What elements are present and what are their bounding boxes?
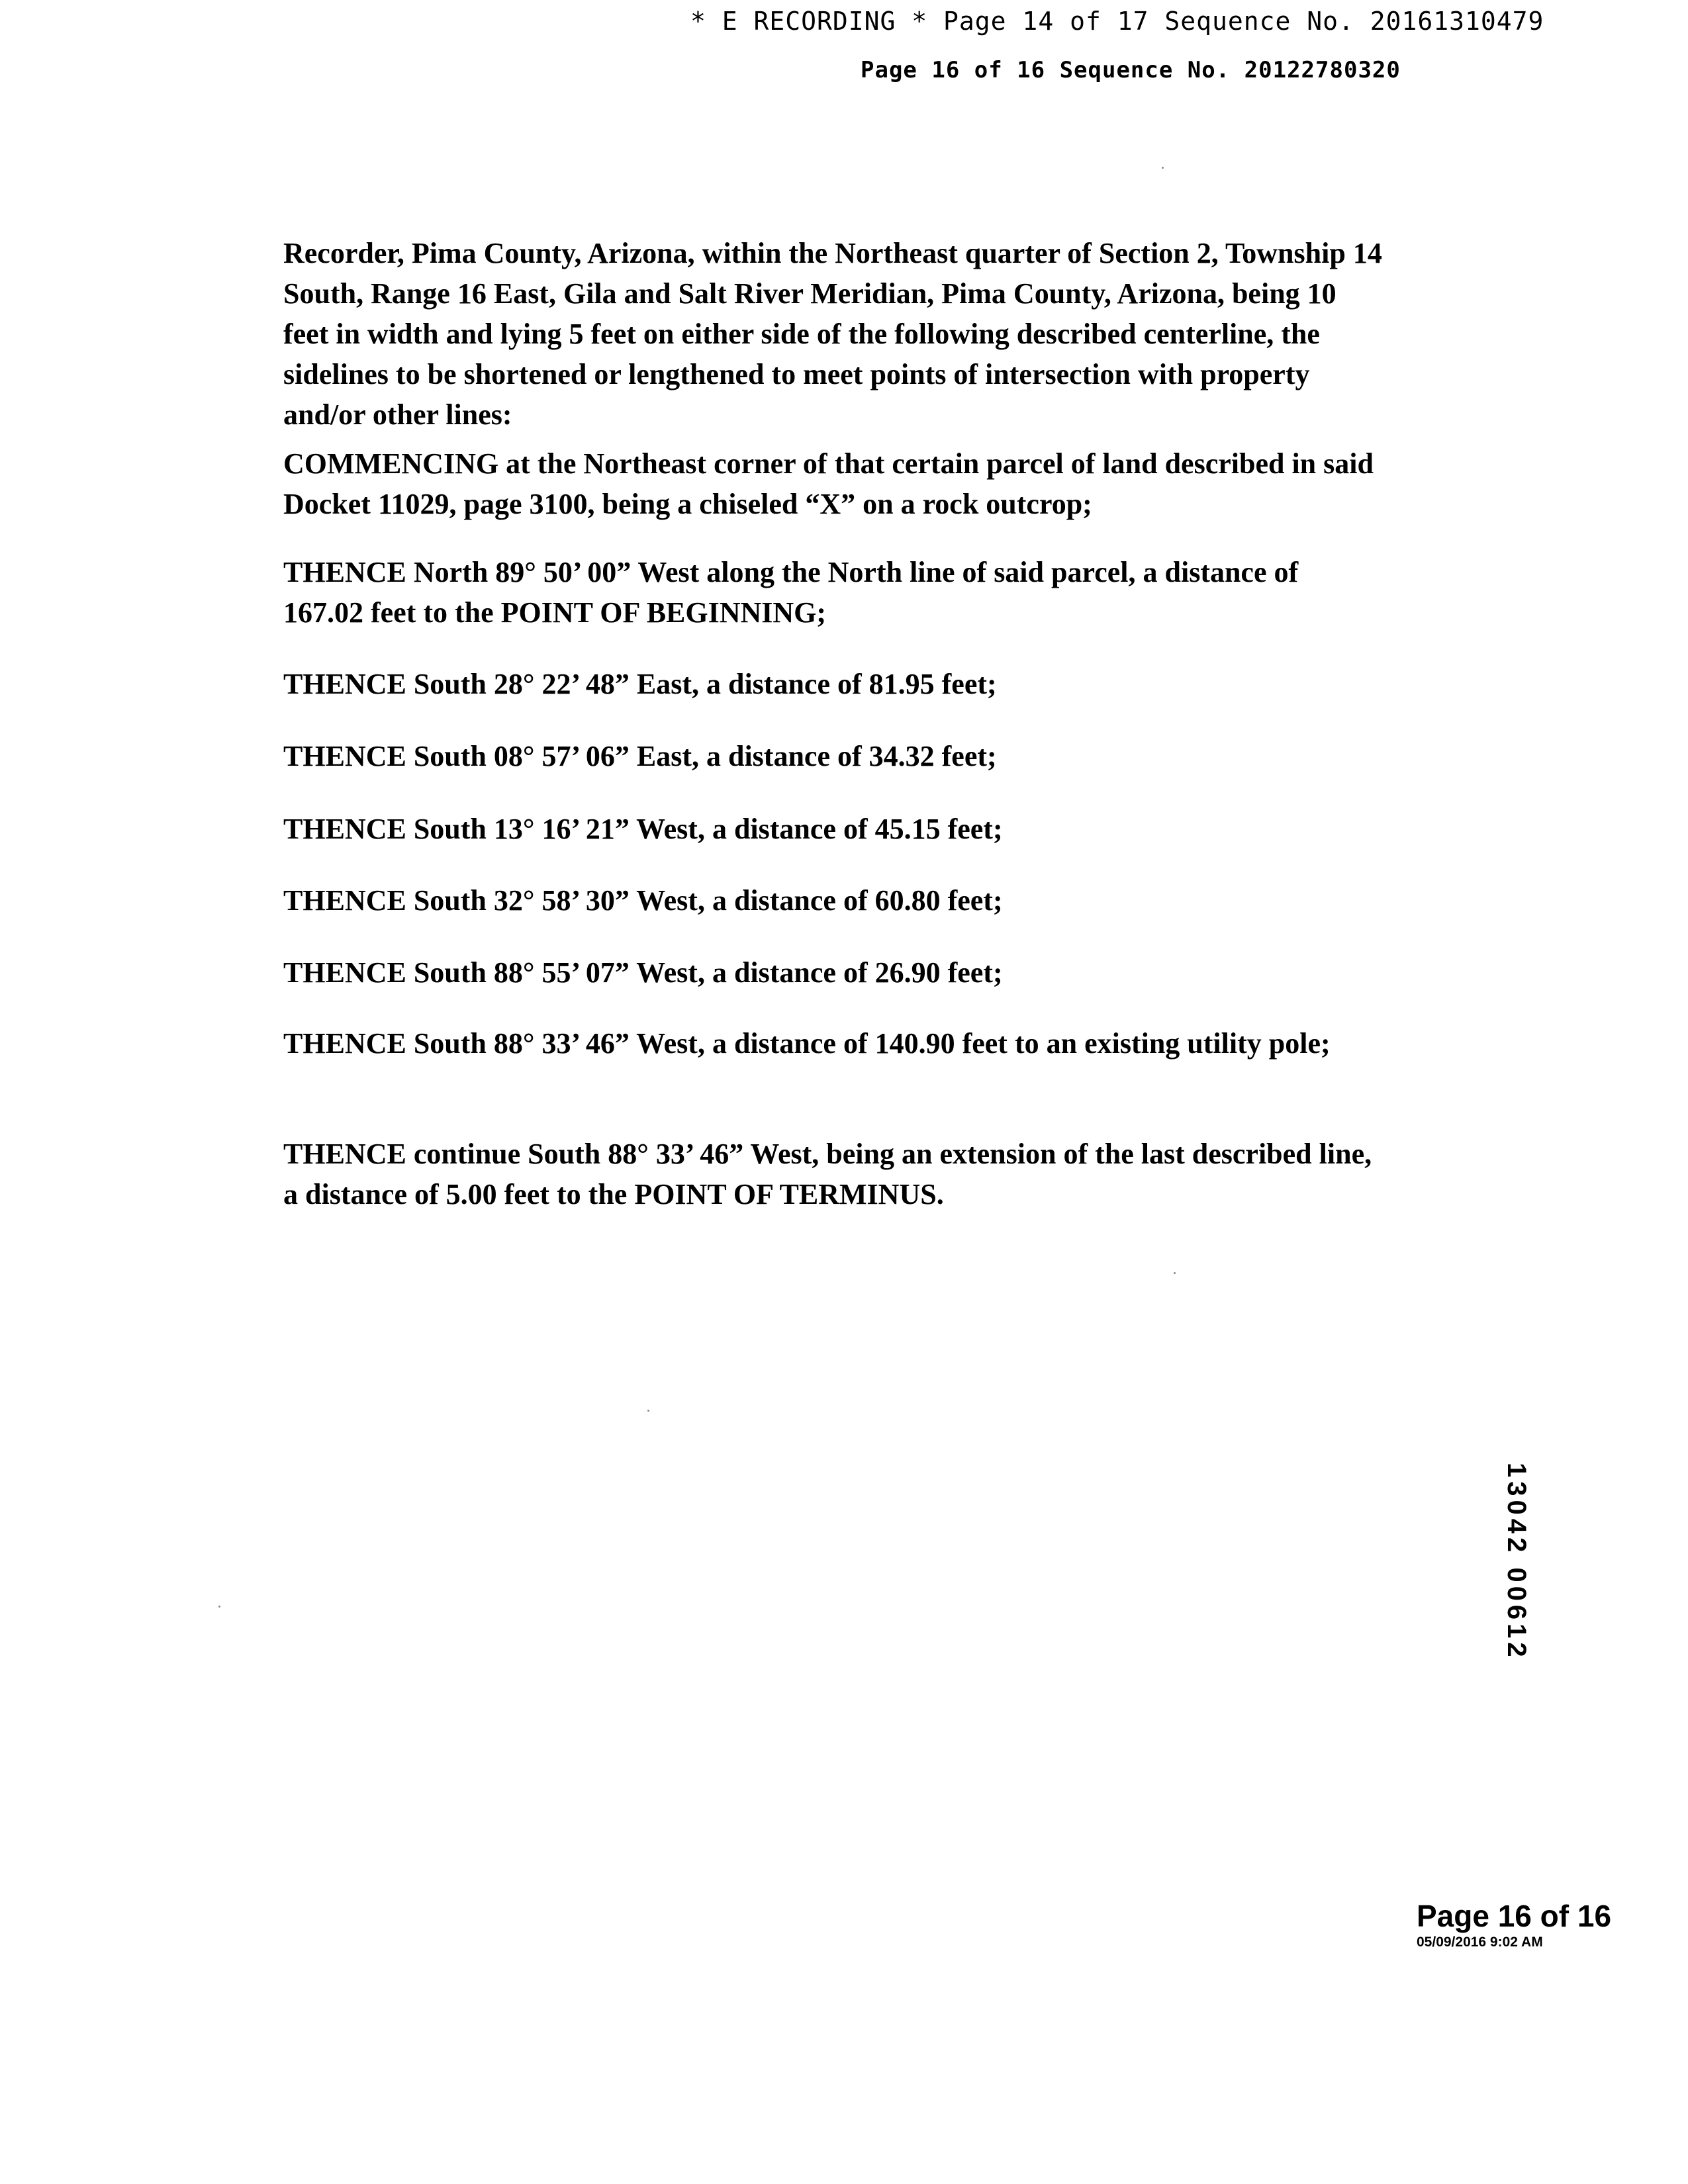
scan-speck — [218, 1606, 220, 1608]
paragraph-course-2: THENCE South 08° 57’ 06” East, a distance of 34.32 feet; — [283, 740, 997, 772]
paragraph-point-of-beginning: THENCE North 89° 50’ 00” West along the North line of said parcel, a distance of 167.02 feet to the POINT OF BEGINNING; — [283, 556, 1299, 629]
footer-timestamp: 05/09/2016 9:02 AM — [1417, 1934, 1543, 1950]
paragraph-point-of-terminus: THENCE continue South 88° 33’ 46” West, being an extension of the last described line, a distance of 5.00 feet to the POINT OF TERMINUS. — [283, 1138, 1372, 1210]
sequence-header: Page 16 of 16 Sequence No. 20122780320 — [861, 57, 1401, 83]
page-footer — [1417, 1898, 1611, 1951]
paragraph-course-6: THENCE South 88° 33’ 46” West, a distance of 140.90 feet to an existing utility pole; — [283, 1027, 1331, 1060]
scan-speck — [647, 1410, 649, 1412]
paragraph-recorder-description: Recorder, Pima County, Arizona, within the Northeast quarter of Section 2, Township 14 South, Range 16 East, Gila and Salt River Meridian, Pima County, Arizona, being 10 feet in width and lying 5 feet on either side of the following described centerline, the sidelines to be shortened or lengthened to meet points of intersection with property and/or other lines: — [283, 237, 1382, 431]
docket-page-stamp — [1501, 1463, 1541, 1741]
paragraph-course-1: THENCE South 28° 22’ 48” East, a distance of 81.95 feet; — [283, 668, 997, 700]
scan-speck — [1162, 167, 1164, 169]
paragraph-course-5: THENCE South 88° 55’ 07” West, a distance of 26.90 feet; — [283, 956, 1003, 989]
recording-header: * E RECORDING * Page 14 of 17 Sequence No. 20161310479 — [690, 7, 1544, 36]
scan-speck — [1174, 1272, 1176, 1274]
paragraph-commencing: COMMENCING at the Northeast corner of that certain parcel of land described in said Docket 11029, page 3100, being a chiseled “X” on a rock outcrop; — [283, 447, 1374, 520]
paragraph-course-3: THENCE South 13° 16’ 21” West, a distance of 45.15 feet; — [283, 813, 1003, 845]
footer-page-number: Page 16 of 16 — [1417, 1899, 1612, 1933]
docket-page-stamp-text: 13042 00612 — [1502, 1463, 1531, 1661]
paragraph-course-4: THENCE South 32° 58’ 30” West, a distance of 60.80 feet; — [283, 884, 1003, 917]
